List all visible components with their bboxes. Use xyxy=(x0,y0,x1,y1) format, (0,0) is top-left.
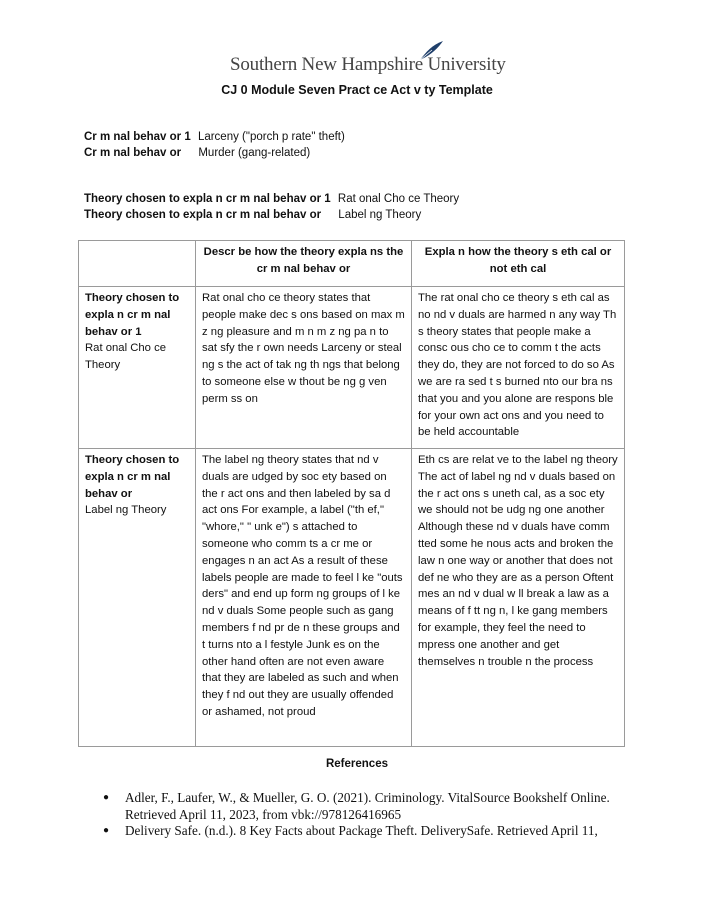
theory-chosen-2-label: Theory chosen to expla n cr m nal behav or xyxy=(84,209,322,221)
criminal-behavior-1-value: Larceny ("porch p rate" theft) xyxy=(197,131,345,143)
row-label-theory: Rat onal Cho ce Theory xyxy=(85,342,167,372)
describe-cell: The label ng theory states that nd v duals are udged by soc ety based on the r act ons and then labeled by sa d act ons For example, a label ("th ef," "whore," " unk e") s attached to someone who comm ts a cr me or engages n an act As a result of these labels people are made to feel l ke "outs ders" and end up form ng groups of l ke nd v duals Some people such as gang members f nd pr de n these groups and t turns nto a l festyle Junk es on the other hand often are not even aware that they are labeled as such and when they f nd out they are usually offended or ashamed, not proud xyxy=(196,449,412,747)
ethical-cell: Eth cs are relat ve to the label ng theory The act of label ng nd v duals based on the r act ons s uneth cal, as a soc ety we should not be udg ng one another Although these nd v duals have comm tted some he nous acts and broken the law n one way or another that does not def ne who they are as a person Oftent mes an nd v dual w ll break a law as a means of f tt ng n, l ke gang members for example, they feel the need to mpress one another and get themselves n trouble n the process xyxy=(412,449,625,747)
criminal-behavior-1 xyxy=(84,131,345,143)
criminal-behavior-2 xyxy=(84,147,310,159)
header-ethical: Expla n how the theory s eth cal or not eth cal xyxy=(412,241,625,287)
header-describe: Descr be how the theory expla ns the cr m nal behav or xyxy=(196,241,412,287)
reference-item: ● Delivery Safe. (n.d.). 8 Key Facts about Package Theft. DeliverySafe. Retrieved April 11, xyxy=(103,823,663,840)
row-label-cell xyxy=(79,449,196,747)
header-cell-empty xyxy=(79,241,196,287)
university-name: Southern New Hampshire University xyxy=(230,54,506,75)
page-title: CJ 0 Module Seven Pract ce Act v ty Template xyxy=(221,83,493,97)
criminal-behavior-2-label: Cr m nal behav or xyxy=(84,147,182,159)
theory-chosen-1 xyxy=(84,193,459,205)
table-row xyxy=(79,287,625,449)
theory-chosen-2-value: Label ng Theory xyxy=(338,209,422,221)
theory-chosen-2 xyxy=(84,209,421,221)
ethical-cell: The rat onal cho ce theory s eth cal as no nd v duals are harmed n any way Th s theory states that people make a consc ous cho ce to comm t the acts they do, they are not forced to do so As we are ra sed t s burned nto our bra ns that you and you alone are respons ble for your own act ons and you need to be held accountable xyxy=(412,287,625,449)
quill-feather-icon xyxy=(418,40,444,62)
reference-item: ● Adler, F., Laufer, W., & Mueller, G. O. (2021). Criminology. VitalSource Bookshelf Online. Retrieved April 11, 2023, from vbk://978126416965 xyxy=(103,790,663,823)
theory-table xyxy=(78,240,625,747)
row-label-bold: Theory chosen to expla n cr m nal behav or xyxy=(85,454,180,500)
criminal-behavior-2-value: Murder (gang-related) xyxy=(198,147,311,159)
row-label-theory: Label ng Theory xyxy=(85,504,167,517)
table-row xyxy=(79,449,625,747)
university-logo xyxy=(230,40,506,82)
theory-chosen-1-label: Theory chosen to expla n cr m nal behav or 1 xyxy=(84,193,331,205)
row-label-bold: Theory chosen to expla n cr m nal behav or 1 xyxy=(85,292,180,338)
theory-chosen-1-value: Rat onal Cho ce Theory xyxy=(337,193,460,205)
row-label-cell xyxy=(79,287,196,449)
criminal-behavior-1-label: Cr m nal behav or 1 xyxy=(84,131,191,143)
references-title: References xyxy=(325,758,388,770)
describe-cell: Rat onal cho ce theory states that people make dec s ons based on max m z ng pleasure and m n m z ng pa n to sat sfy the r own needs Larceny or steal ng s the act of tak ng th ngs that belong to someone else w thout be ng g ven perm ss on xyxy=(196,287,412,449)
table-header-row xyxy=(79,241,625,287)
references-list xyxy=(103,790,663,840)
